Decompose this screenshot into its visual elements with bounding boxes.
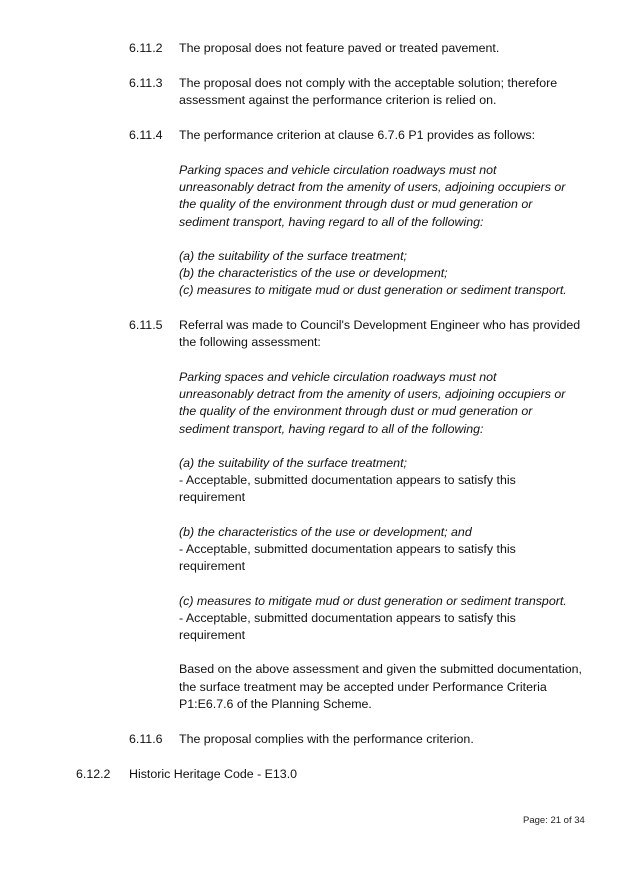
- page-number: Page: 21 of 34: [523, 815, 585, 826]
- quote-line: Parking spaces and vehicle circulation roadways must not: [179, 163, 497, 177]
- section-title: Historic Heritage Code - E13.0: [129, 767, 298, 781]
- clause-line: The proposal does not feature paved or treated pavement.: [179, 41, 500, 55]
- clause-text: [179, 40, 589, 57]
- assessment-block: [179, 369, 589, 713]
- criterion-quote: [179, 162, 589, 300]
- clause-line: the following assessment:: [179, 335, 321, 350]
- clause-line: assessment against the performance criterion is relied on.: [179, 93, 497, 108]
- section-number: 6.12.2: [76, 767, 111, 781]
- quote-line: the quality of the environment through dust or mud generation or: [179, 197, 533, 212]
- clause-text: [179, 317, 589, 351]
- criterion-c: (c) measures to mitigate mud or dust generation or sediment transport.: [179, 283, 567, 298]
- conclusion-line: the surface treatment may be accepted under Performance Criteria: [179, 679, 547, 694]
- clause-line: The proposal complies with the performance criterion.: [179, 732, 474, 746]
- clause-number: 6.11.4: [129, 128, 163, 142]
- quote-line: unreasonably detract from the amenity of users, adjoining occupiers or: [179, 180, 566, 195]
- clause-number: 6.11.6: [129, 732, 163, 746]
- clause-number: 6.11.2: [129, 41, 163, 55]
- clause-text: [179, 75, 589, 109]
- clause-line: Referral was made to Council's Development Engineer who has provided: [179, 318, 581, 332]
- quote-line: the quality of the environment through dust or mud generation or: [179, 404, 533, 419]
- assessment-text: - Acceptable, submitted documentation appears to satisfy this: [179, 542, 516, 556]
- criterion-a: (a) the suitability of the surface treatment;: [179, 249, 407, 263]
- assessment-text: requirement: [179, 490, 246, 505]
- assessment-text: requirement: [179, 559, 246, 574]
- clause-line: The performance criterion at clause 6.7.6 P1 provides as follows:: [179, 128, 536, 142]
- criterion-b: (b) the characteristics of the use or development; and: [179, 524, 472, 539]
- quote-line: sediment transport, having regard to all of the following:: [179, 214, 484, 229]
- criterion-b: (b) the characteristics of the use or development;: [179, 266, 448, 281]
- conclusion-line: Based on the above assessment and given the submitted documentation,: [179, 662, 582, 677]
- conclusion-line: P1:E6.7.6 of the Planning Scheme.: [179, 696, 372, 711]
- clause-text: [179, 127, 589, 144]
- clause-text: [179, 731, 589, 748]
- quote-line: unreasonably detract from the amenity of users, adjoining occupiers or: [179, 387, 566, 402]
- criterion-c: (c) measures to mitigate mud or dust generation or sediment transport.: [179, 593, 567, 608]
- criterion-a: (a) the suitability of the surface treatment;: [179, 456, 407, 470]
- assessment-text: - Acceptable, submitted documentation appears to satisfy this: [179, 610, 516, 625]
- quote-line: Parking spaces and vehicle circulation roadways must not: [179, 370, 497, 384]
- clause-number: 6.11.5: [129, 318, 163, 332]
- assessment-text: requirement: [179, 628, 246, 642]
- clause-number: 6.11.3: [129, 76, 163, 90]
- assessment-text: - Acceptable, submitted documentation appears to satisfy this: [179, 473, 516, 488]
- clause-line: The proposal does not comply with the acceptable solution; therefore: [179, 76, 558, 90]
- quote-line: sediment transport, having regard to all of the following:: [179, 421, 484, 436]
